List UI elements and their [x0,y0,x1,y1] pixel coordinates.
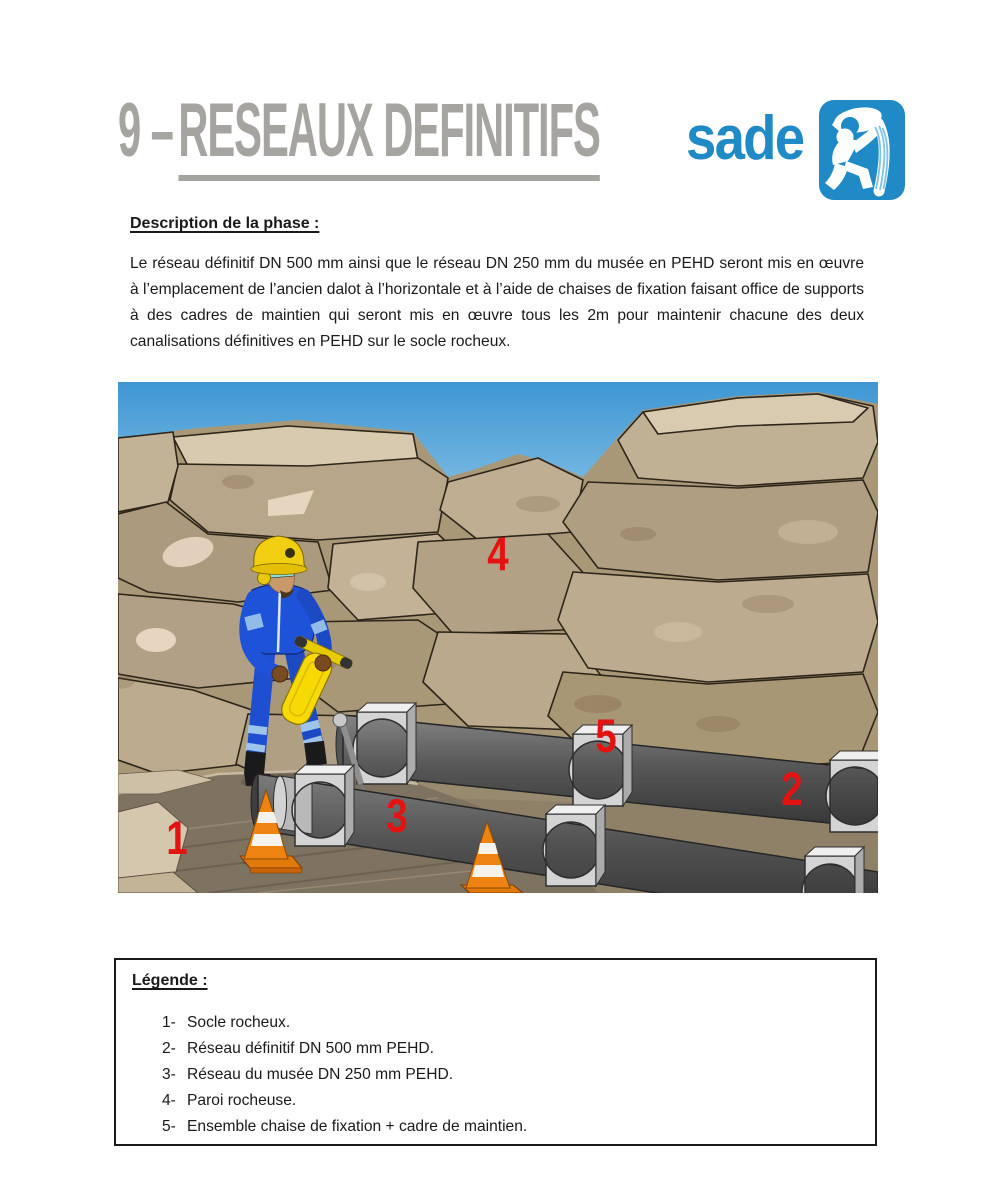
page-title-number: 9 – [118,88,173,173]
legend-item-number: 5- [162,1118,176,1135]
legend-item-text: Ensemble chaise de fixation + cadre de maintien. [187,1118,528,1135]
page-title [118,88,600,173]
legend-item [162,1036,527,1062]
legend-item-text: Paroi rocheuse. [187,1092,297,1109]
legend-item-text: Socle rocheux. [187,1014,291,1031]
legend-item-number: 1- [162,1014,176,1031]
figure-marker-3: 3 [386,790,408,843]
legend-item [162,1088,527,1114]
legend-heading: Légende : [132,972,208,989]
legend-item [162,1062,527,1088]
legend-item-number: 2- [162,1040,176,1057]
brand-name: sade [686,104,804,173]
figure-marker-5: 5 [595,710,617,763]
page-title-text: RESEAUX DEFINITIFS [178,88,599,181]
legend-list [162,1010,527,1140]
scene-3d [118,382,878,893]
legend-item-text: Réseau définitif DN 500 mm PEHD. [187,1040,434,1057]
legend-item-number: 3- [162,1066,176,1083]
sade-water-carrier-logo [818,99,906,201]
legend-item [162,1114,527,1140]
description-paragraph: Le réseau définitif DN 500 mm ainsi que le réseau DN 250 mm du musée en PEHD seront mis en œuvre à l’emplacement de l’ancien dalot à l’horizontale et à l’aide de chaises de fixation faisant office de supports à des cadres de maintien qui seront mis en œuvre tous les 2m pour maintenir chacune des deux canalisations définitives en PEHD sur le socle rocheux. [130,255,864,350]
legend-box [114,958,877,1146]
description-heading: Description de la phase : [130,215,320,232]
figure-marker-4: 4 [487,528,509,581]
figure-illustration [118,382,878,893]
figure-marker-2: 2 [781,763,803,816]
legend-item [162,1010,527,1036]
figure-marker-1: 1 [166,812,188,865]
legend-item-text: Réseau du musée DN 250 mm PEHD. [187,1066,454,1083]
legend-item-number: 4- [162,1092,176,1109]
